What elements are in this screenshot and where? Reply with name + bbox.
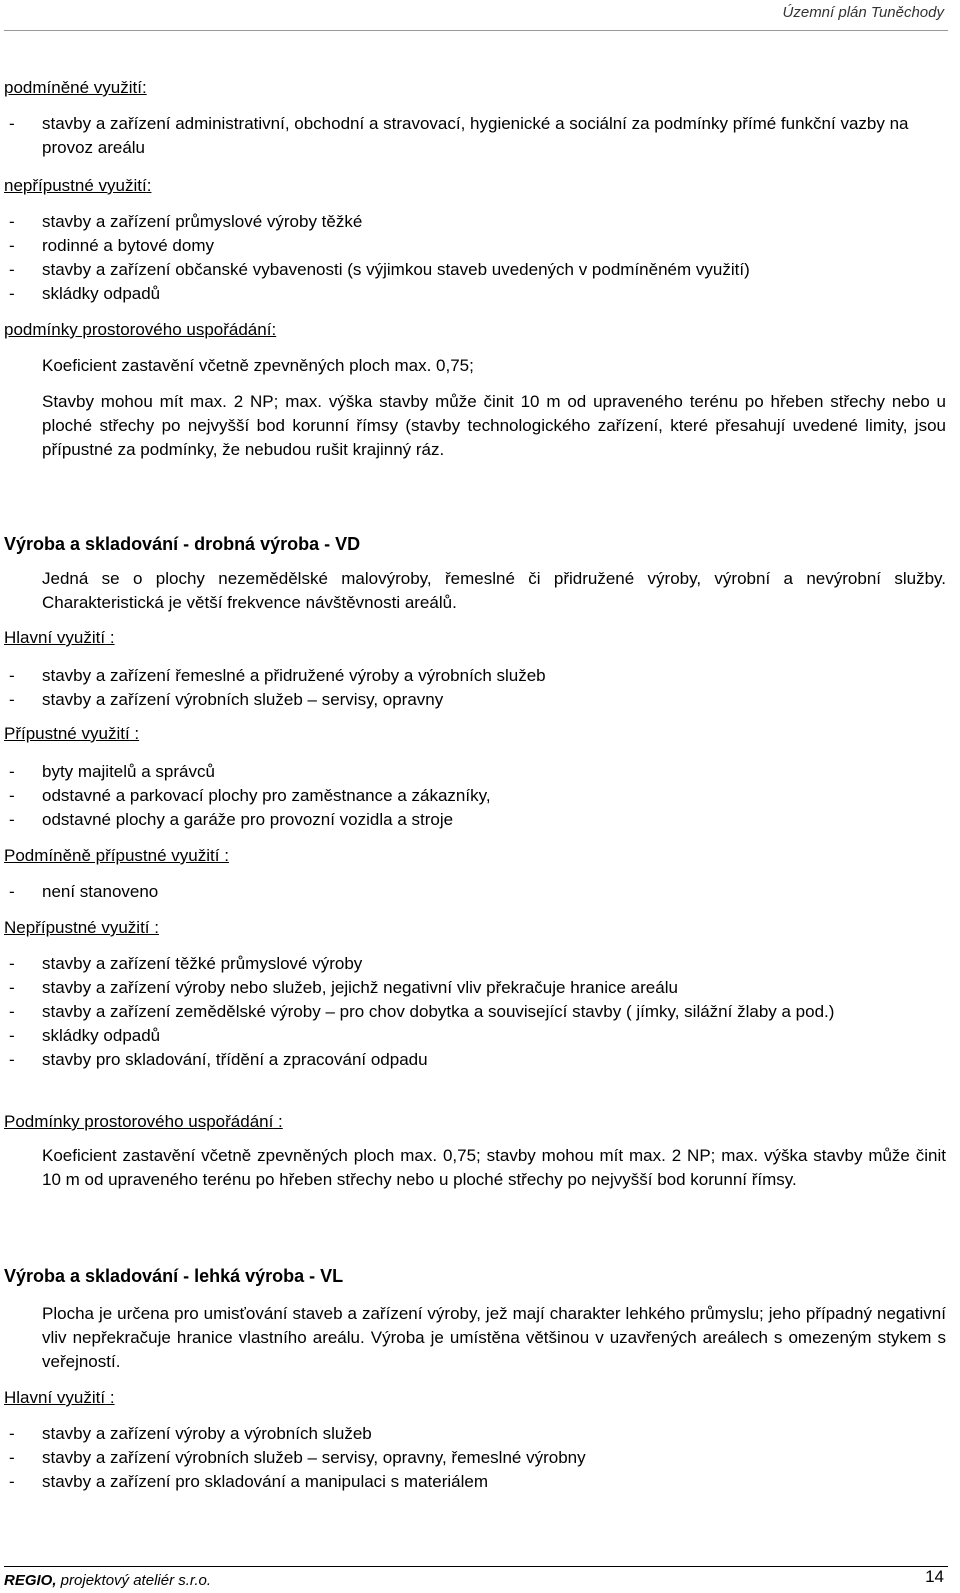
list-item: - stavby a zařízení administrativní, obchodní a stravovací, hygienické a sociální za podmínky přímé funkční vazby na provoz areálu — [4, 112, 946, 160]
spatial-conditions-label: podmínky prostorového uspořádání: — [4, 320, 277, 339]
list-item: - stavby a zařízení průmyslové výroby těžké — [4, 210, 946, 234]
list-item: - stavby a zařízení výroby a výrobních služeb — [4, 1422, 946, 1446]
vd-main-use-list — [4, 664, 946, 712]
footer-company — [4, 1572, 211, 1589]
vd-allowed-use-list — [4, 760, 946, 832]
list-item: - stavby a zařízení pro skladování a manipulaci s materiálem — [4, 1470, 946, 1494]
vl-main-use-label: Hlavní využití : — [4, 1388, 115, 1407]
list-item: - stavby a zařízení občanské vybavenosti (s výjimkou staveb uvedených v podmíněném využití) — [4, 258, 946, 282]
list-item: - není stanoveno — [4, 880, 946, 904]
list-item: - stavby a zařízení řemeslné a přidružené výroby a výrobních služeb — [4, 664, 946, 688]
list-item: - odstavné a parkovací plochy pro zaměstnance a zákazníky, — [4, 784, 946, 808]
list-item: - stavby a zařízení těžké průmyslové výroby — [4, 952, 908, 976]
vd-spatial-text: Koeficient zastavění včetně zpevněných ploch max. 0,75; stavby mohou mít max. 2 NP; max. výška stavby může činit 10 m od upraveného terénu po hřeben střechy nebo u ploché střechy po nejvyšší bod korunní římsy. — [42, 1146, 946, 1189]
forbidden-use-label: nepřípustné využití: — [4, 176, 152, 195]
spatial-coefficient-text: Koeficient zastavění včetně zpevněných ploch max. 0,75; — [42, 356, 474, 375]
list-item: - odstavné plochy a garáže pro provozní vozidla a stroje — [4, 808, 946, 832]
list-item: - rodinné a bytové domy — [4, 234, 946, 258]
list-item: - byty majitelů a správců — [4, 760, 946, 784]
footer-company-rest: projektový ateliér s.r.o. — [56, 1572, 212, 1589]
footer-divider — [4, 1566, 948, 1567]
vl-main-use-list — [4, 1422, 946, 1494]
header-divider — [4, 30, 948, 31]
list-item: - stavby a zařízení výroby nebo služeb, jejichž negativní vliv překračuje hranice areálu — [4, 976, 908, 1000]
list-item: - stavby a zařízení výrobních služeb – servisy, opravny — [4, 688, 946, 712]
vd-forbidden-use-label: Nepřípustné využití : — [4, 918, 159, 937]
conditional-use-list — [4, 112, 946, 160]
spatial-height-text: Stavby mohou mít max. 2 NP; max. výška stavby může činit 10 m od upraveného terénu po hřeben střechy nebo u ploché střechy po nejvyšší bod korunní římsy (stavby technologického zařízení, které přesahují uvedené limity, jsou přípustné za podmínky, že nebudou rušit krajinný ráz. — [42, 392, 946, 459]
forbidden-use-list — [4, 210, 946, 306]
vd-conditional-use-list — [4, 880, 946, 904]
list-item: - skládky odpadů — [4, 282, 946, 306]
page-number: 14 — [925, 1567, 944, 1586]
list-item: - stavby a zařízení zemědělské výroby – pro chov dobytka a související stavby ( jímky, silážní žlaby a pod.) — [4, 1000, 908, 1024]
section-title-vd: Výroba a skladování - drobná výroba - VD — [4, 534, 361, 554]
list-item: - stavby pro skladování, třídění a zpracování odpadu — [4, 1048, 908, 1072]
conditional-use-label: podmíněné využití: — [4, 78, 147, 97]
vd-intro-text: Jedná se o plochy nezemědělské malovýroby, řemeslné či přidružené výroby, výrobní a nevýrobní služby. Charakteristická je větší frekvence návštěvnosti areálů. — [42, 569, 946, 612]
list-item: - skládky odpadů — [4, 1024, 908, 1048]
vd-conditional-use-label: Podmíněně přípustné využití : — [4, 846, 229, 865]
vd-main-use-label: Hlavní využití : — [4, 628, 115, 647]
section-title-vl: Výroba a skladování - lehká výroba - VL — [4, 1266, 344, 1286]
page-header-title: Územní plán Tuněchody — [782, 4, 944, 21]
footer-company-bold: REGIO, — [4, 1572, 57, 1589]
vl-intro-text: Plocha je určena pro umisťování staveb a zařízení výroby, jež mají charakter lehkého průmyslu; jeho případný negativní vliv nepřekračuje hranice vlastního areálu. Výroba je umístěna většinou v uzavřených areálech s omezeným stykem s veřejností. — [42, 1304, 946, 1371]
list-item: - stavby a zařízení výrobních služeb – servisy, opravny, řemeslné výrobny — [4, 1446, 946, 1470]
vd-allowed-use-label: Přípustné využití : — [4, 724, 140, 743]
vd-spatial-conditions-label: Podmínky prostorového uspořádání : — [4, 1112, 283, 1131]
vd-forbidden-use-list — [4, 952, 908, 1072]
